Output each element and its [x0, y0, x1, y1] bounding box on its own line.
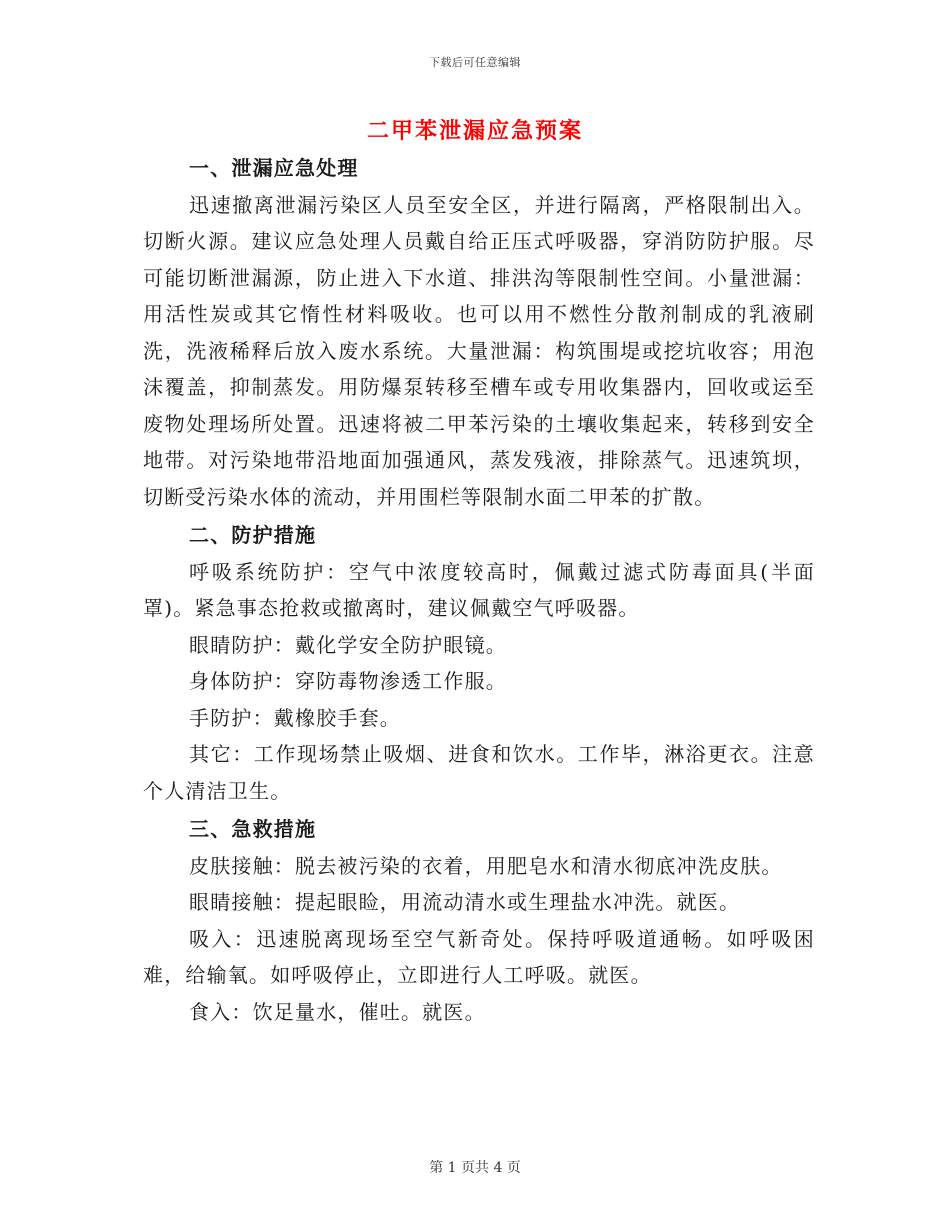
paragraph: 呼吸系统防护：空气中浓度较高时，佩戴过滤式防毒面具(半面罩)。紧急事态抢救或撤离时，建议佩戴空气呼吸器。	[143, 559, 815, 620]
section-1	[143, 150, 815, 515]
paragraph: 皮肤接触：脱去被污染的衣着，用肥皂水和清水彻底冲洗皮肤。	[189, 853, 783, 878]
paragraph: 食入：饮足量水，催吐。就医。	[189, 999, 486, 1024]
section-heading: 三、急救措施	[189, 817, 317, 841]
paragraph: 身体防护：穿防毒物渗透工作服。	[189, 669, 507, 693]
section-3	[143, 811, 815, 1030]
paragraph: 手防护：戴橡胶手套。	[189, 705, 401, 730]
section-2	[143, 517, 815, 809]
section-heading: 一、泄漏应急处理	[189, 156, 359, 180]
page-footer: 第 1 页共 4 页	[429, 1160, 521, 1176]
paragraph: 吸入：迅速脱离现场至空气新奇处。保持呼吸道通畅。如呼吸困难，给输氧。如呼吸停止，立即进行人工呼吸。就医。	[143, 926, 815, 987]
section-heading: 二、防护措施	[189, 523, 317, 547]
document-title: 二甲苯泄漏应急预案	[366, 118, 583, 144]
paragraph: 眼睛接触：提起眼睑，用流动清水或生理盐水冲洗。就医。	[189, 890, 741, 914]
paragraph: 迅速撤离泄漏污染区人员至安全区，并进行隔离，严格限制出入。切断火源。建议应急处理人员戴自给正压式呼吸器，穿消防防护服。尽可能切断泄漏源，防止进入下水道、排洪沟等限制性空间。小量泄漏：用活性炭或其它惰性材料吸收。也可以用不燃性分散剂制成的乳液刷洗，洗液稀释后放入废水系统。大量泄漏：构筑围堤或挖坑收容；用泡沫覆盖，抑制蒸发。用防爆泵转移至槽车或专用收集器内，回收或运至废物处理场所处置。迅速将被二甲苯污染的土壤收集起来，转移到安全地带。对污染地带沿地面加强通风，蒸发残液，排除蒸气。迅速筑坝，切断受污染水体的流动，并用围栏等限制水面二甲苯的扩散。	[143, 192, 815, 509]
paragraph: 眼睛防护：戴化学安全防护眼镜。	[189, 632, 507, 657]
document-body	[143, 150, 815, 1030]
paragraph: 其它：工作现场禁止吸烟、进食和饮水。工作毕，淋浴更衣。注意个人清洁卫生。	[143, 742, 815, 803]
header-note: 下载后可任意编辑	[429, 56, 521, 69]
